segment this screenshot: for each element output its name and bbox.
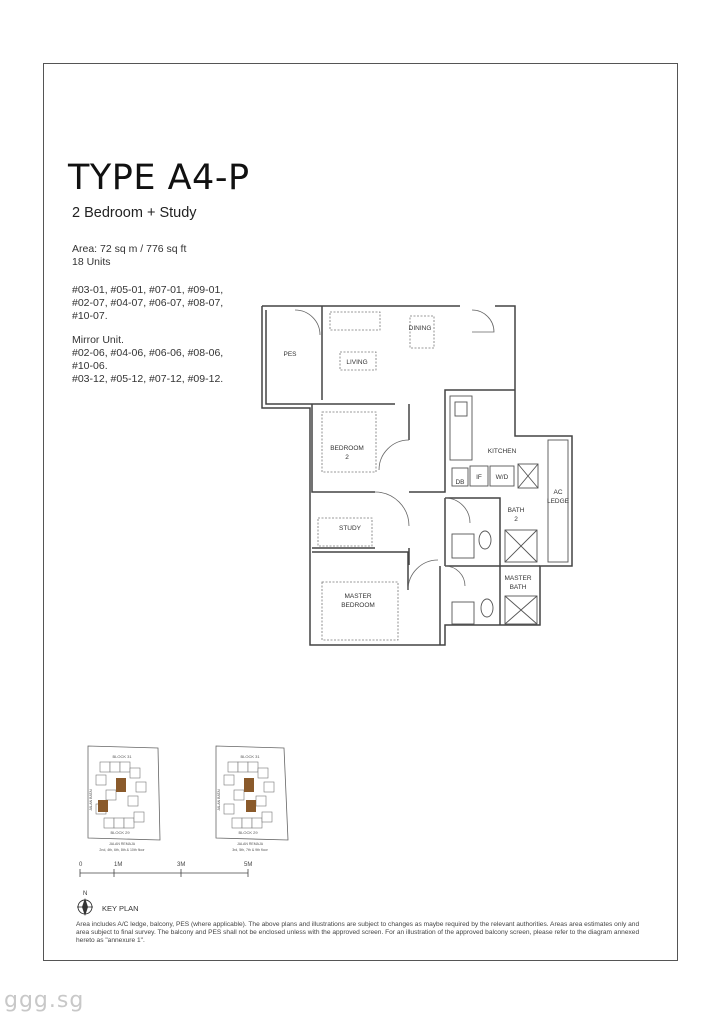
scale-label-5m: 5M xyxy=(244,862,253,868)
site1-floors: 2nd, 4th, 6th, 8th & 10th floor xyxy=(99,848,145,852)
kitchen-sink xyxy=(455,402,467,416)
bath2-wall xyxy=(445,498,540,566)
label-living: LIVING xyxy=(346,359,368,366)
site2-floors: 3rd, 5th, 7th & 9th floor xyxy=(232,848,268,852)
site1-road-bottom: JALAN REMAJA xyxy=(108,842,136,846)
site-plan-2 xyxy=(216,746,288,852)
outer-wall xyxy=(262,306,572,645)
site1-block-top: BLOCK 31 xyxy=(112,754,132,759)
bath2-toilet xyxy=(479,531,491,549)
site2-road-side: JALAN BATAI xyxy=(217,789,221,811)
mirror-unit-heading: Mirror Unit. xyxy=(72,334,124,346)
master-bath-vanity xyxy=(452,602,474,624)
scale-bar xyxy=(79,862,252,877)
label-ac-line1: AC xyxy=(553,489,563,496)
bedroom2-door-swing xyxy=(379,440,409,470)
key-plan-label: KEY PLAN xyxy=(102,904,139,913)
unit-number-line-1: #03-01, #05-01, #07-01, #09-01, xyxy=(72,284,224,296)
site2-block-bottom: BLOCK 29 xyxy=(238,830,258,835)
site1-block-bottom: BLOCK 29 xyxy=(110,830,130,835)
bed-2 xyxy=(322,412,376,472)
label-wd: W/D xyxy=(495,474,509,481)
master-shower-cross xyxy=(505,596,537,624)
label-master-line1: MASTER xyxy=(344,593,372,600)
label-bedroom2-line2: 2 xyxy=(345,454,349,461)
unit-number-line-2: #02-07, #04-07, #06-07, #08-07, xyxy=(72,297,224,309)
area-text: Area: 72 sq m / 776 sq ft xyxy=(72,243,187,255)
site2-road-bottom: JALAN REMAJA xyxy=(236,842,264,846)
unit-type-subtitle: 2 Bedroom + Study xyxy=(72,205,197,221)
scale-label-0: 0 xyxy=(79,862,83,868)
site2-block-top: BLOCK 31 xyxy=(240,754,260,759)
label-if: IF xyxy=(476,474,482,481)
label-mbath-line2: BATH xyxy=(509,584,527,591)
disclaimer-text: Area includes A/C ledge, balcony, PES (where applicable). The above plans and illustrations are subject to changes as maybe required by the relevant authorities. Areas area estimates only and area subject to final survey. The balcony and PES shall not be enclosed unless with the approved screen. For an illustration of the approved balcony screen, please refer to the diagram annexed hereto as "annexure 1". xyxy=(76,921,640,945)
label-bath2-line1: BATH xyxy=(507,507,525,514)
site-plan-1 xyxy=(88,746,160,852)
label-master-line2: BEDROOM xyxy=(341,602,375,609)
study-door-swing xyxy=(375,492,409,526)
entrance-door-swing xyxy=(472,310,494,332)
dining-table xyxy=(410,316,434,348)
study-desk xyxy=(318,518,372,546)
mirror-number-line-1: #02-06, #04-06, #06-06, #08-06, xyxy=(72,347,224,359)
pes-door-swing xyxy=(295,310,320,335)
ac-unit-cross xyxy=(518,464,538,488)
label-kitchen: KITCHEN xyxy=(487,448,517,455)
north-label: N xyxy=(83,891,88,897)
units-count: 18 Units xyxy=(72,256,111,268)
label-dining: DINING xyxy=(408,325,432,332)
master-toilet xyxy=(481,599,493,617)
sofa xyxy=(330,312,380,330)
label-study: STUDY xyxy=(338,525,362,532)
label-bedroom2-line1: BEDROOM xyxy=(330,445,364,452)
scale-label-1m: 1M xyxy=(114,862,123,868)
site1-road-side: JALAN BATAI xyxy=(89,789,93,811)
label-bath2-line2: 2 xyxy=(514,516,518,523)
master-bath-door-swing xyxy=(445,566,465,586)
watermark: ggg.sg xyxy=(4,988,85,1013)
bath2-vanity xyxy=(452,534,474,558)
bath2-door-swing xyxy=(445,498,470,523)
kitchen-counter xyxy=(450,396,472,460)
mirror-number-line-3: #03-12, #05-12, #07-12, #09-12. xyxy=(72,373,224,385)
label-db: DB xyxy=(455,479,465,486)
label-mbath-line1: MASTER xyxy=(504,575,532,582)
north-arrow-icon xyxy=(77,891,93,916)
mirror-number-line-2: #10-06. xyxy=(72,360,108,372)
master-door-swing xyxy=(408,560,438,590)
label-ac-line2: LEDGE xyxy=(546,498,570,505)
bath2-shower-cross xyxy=(505,530,537,562)
unit-number-line-3: #10-07. xyxy=(72,310,108,322)
master-bed xyxy=(322,582,398,640)
master-top-wall xyxy=(312,552,408,590)
label-pes: PES xyxy=(283,351,297,358)
scale-label-3m: 3M xyxy=(177,862,186,868)
page-title: TYPE A4-P xyxy=(68,158,250,198)
